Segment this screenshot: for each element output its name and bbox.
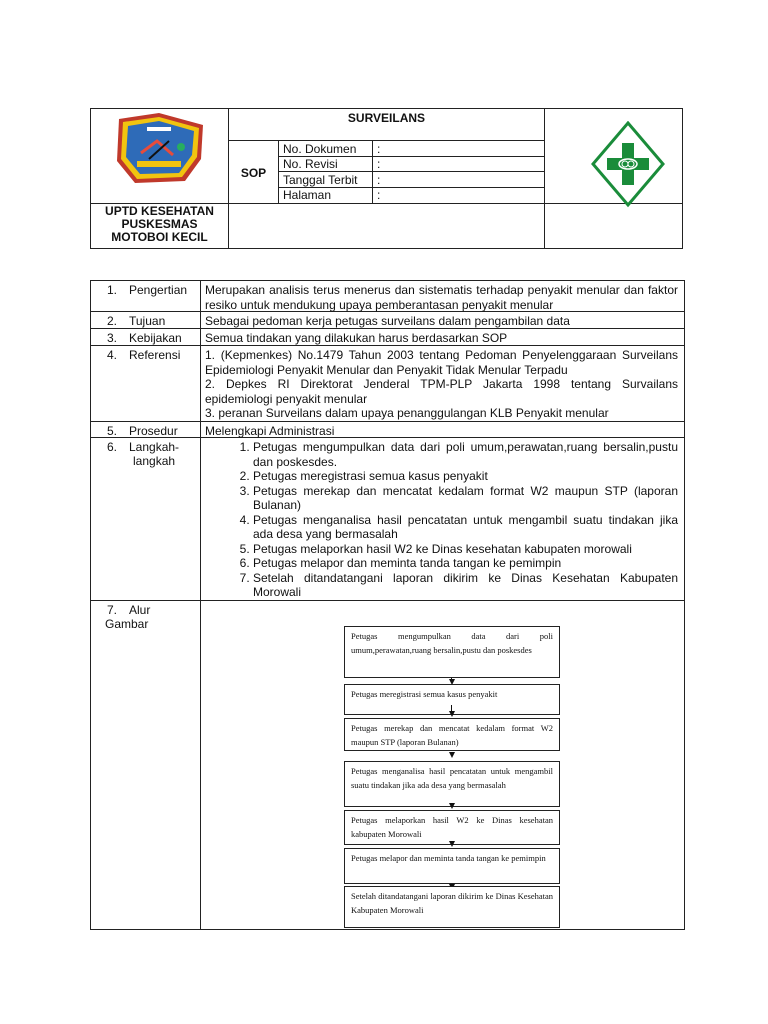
text-referensi bbox=[205, 348, 678, 421]
flow-step-2: Petugas meregistrasi semua kasus penyakit bbox=[344, 684, 560, 715]
flow-step-1: Petugas mengumpulkan data dari poli umum,perawatan,ruang bersalin,pustu dan poskesdes bbox=[344, 626, 560, 678]
text-tujuan: Sebagai pedoman kerja petugas surveilans dalam pengambilan data bbox=[205, 314, 570, 328]
label-langkah: 6. Langkah- langkah bbox=[91, 438, 201, 600]
referensi-item: 2. Depkes RI Direktorat Jenderal TPM-PLP Jakarta 1998 tentang Survailans epidemiologi penyakit menular bbox=[205, 377, 678, 406]
referensi-item: 3. peranan Surveilans dalam upaya penanggulangan KLB Penyakit menular bbox=[205, 406, 609, 420]
step-item: 3. Petugas merekap dan mencatat kedalam format W2 maupun STP (laporan Bulanan) bbox=[253, 484, 678, 513]
step-item: 7. Setelah ditandatangani laporan dikirim ke Dinas Kesehatan Kabupaten Morowali bbox=[253, 571, 678, 600]
sop-header bbox=[90, 108, 683, 249]
text-prosedur: Melengkapi Administrasi bbox=[205, 424, 335, 438]
flow-step-7: Setelah ditandatangani laporan dikirim ke Dinas Kesehatan Kabupaten Morowali bbox=[344, 886, 560, 928]
arrow-down-icon bbox=[449, 752, 455, 758]
text-kebijakan: Semua tindakan yang dilakukan harus berdasarkan SOP bbox=[205, 331, 508, 345]
step-item: 5. Petugas melaporkan hasil W2 ke Dinas kesehatan kabupaten morowali bbox=[253, 542, 678, 557]
arrow-down-icon bbox=[449, 803, 455, 809]
row-pengertian: 1. Pengertian Merupakan analisis terus menerus dan sistematis terhadap penyakit menular dan faktor resiko untuk mendukung upaya pemberantasan penyakit menular bbox=[91, 281, 684, 312]
steps-list bbox=[205, 440, 678, 600]
arrow-down-icon bbox=[449, 711, 455, 717]
label-alur: 7. Alur Gambar bbox=[91, 601, 201, 929]
document-title: SURVEILANS bbox=[347, 111, 426, 125]
flow-step-6: Petugas melapor dan meminta tanda tangan ke pemimpin bbox=[344, 848, 560, 884]
label-pengertian: Pengertian bbox=[129, 283, 188, 297]
step-item: 2. Petugas meregistrasi semua kasus penyakit bbox=[253, 469, 678, 484]
row-referensi: 4. Referensi 1. (Kepmenkes) No.1479 Tahun 2003 tentang Pedoman Penyelenggaraan Surveilans Epidemiologi Penyakit Menular dan Penyakit Tidak Menular Terpadu 2. Depkes RI Direktorat Jenderal TPM-PLP Jakarta 1998 tentang Survailans epidemiologi penyakit menular 3. peranan Surveilans dalam upaya penanggulangan KLB Penyakit menular bbox=[91, 346, 684, 422]
referensi-item: 1. (Kepmenkes) No.1479 Tahun 2003 tentang Pedoman Penyelenggaraan Surveilans Epidemiologi Penyakit Menular dan Penyakit Tidak Menular Terpadu bbox=[205, 348, 678, 377]
label-referensi: Referensi bbox=[129, 348, 181, 362]
label-tujuan: Tujuan bbox=[129, 314, 166, 328]
health-cross-logo bbox=[591, 121, 665, 211]
sop-label: SOP bbox=[240, 166, 267, 180]
row-prosedur: 5. Prosedur Melengkapi Administrasi bbox=[91, 422, 684, 438]
label-prosedur: Prosedur bbox=[129, 424, 178, 438]
row-langkah bbox=[91, 438, 684, 601]
regency-logo bbox=[111, 111, 207, 187]
row-kebijakan: 3. Kebijakan Semua tindakan yang dilakukan harus berdasarkan SOP bbox=[91, 329, 684, 346]
arrow-down-icon bbox=[449, 841, 455, 847]
field-no-dokumen: No. Dokumen : bbox=[283, 142, 381, 156]
step-item: 1. Petugas mengumpulkan data dari poli umum,perawatan,ruang bersalin,pustu dan poskesdes. bbox=[253, 440, 678, 469]
organization-name: UPTD KESEHATAN PUSKESMAS MOTOBOI KECIL bbox=[105, 204, 214, 244]
flow-step-3: Petugas merekap dan mencatat kedalam format W2 maupun STP (laporan Bulanan) bbox=[344, 718, 560, 751]
flow-step-5: Petugas melaporkan hasil W2 ke Dinas kesehatan kabupaten Morowali bbox=[344, 810, 560, 845]
field-halaman: Halaman : bbox=[283, 188, 381, 202]
step-item: 6. Petugas melapor dan meminta tanda tangan ke pemimpin bbox=[253, 556, 678, 571]
field-tanggal-terbit: Tanggal Terbit : bbox=[283, 173, 381, 187]
field-no-revisi: No. Revisi : bbox=[283, 157, 381, 171]
row-tujuan: 2. Tujuan Sebagai pedoman kerja petugas surveilans dalam pengambilan data bbox=[91, 312, 684, 329]
text-pengertian: Merupakan analisis terus menerus dan sistematis terhadap penyakit menular dan faktor resiko untuk mendukung upaya pemberantasan penyakit menular bbox=[205, 283, 678, 312]
label-kebijakan: Kebijakan bbox=[129, 331, 182, 345]
step-item: 4. Petugas menganalisa hasil pencatatan untuk mengambil suatu tindakan jika ada desa yang bermasalah bbox=[253, 513, 678, 542]
flow-step-4: Petugas menganalisa hasil pencatatan untuk mengambil suatu tindakan jika ada desa yang bermasalah bbox=[344, 761, 560, 807]
